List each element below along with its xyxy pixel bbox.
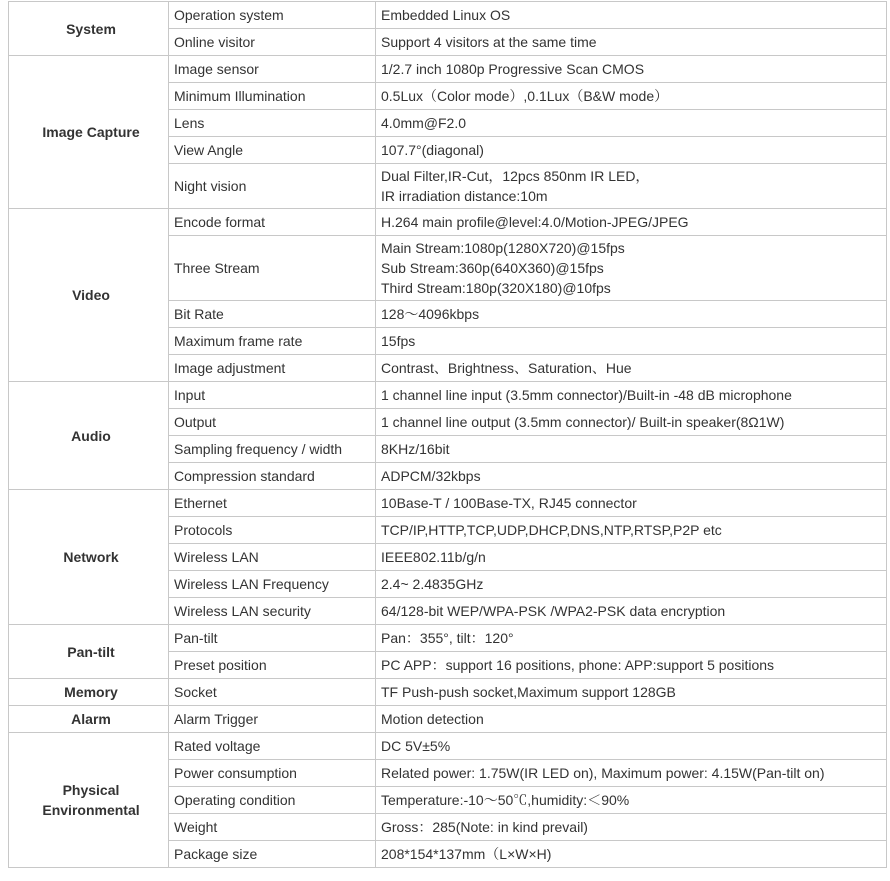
spec-value: 2.4~ 2.4835GHz [376, 571, 887, 598]
spec-value [376, 164, 887, 209]
spec-label: Bit Rate [169, 301, 376, 328]
spec-label: Minimum Illumination [169, 83, 376, 110]
spec-label: Protocols [169, 517, 376, 544]
spec-value: 64/128-bit WEP/WPA-PSK /WPA2-PSK data encryption [376, 598, 887, 625]
spec-label: Sampling frequency / width [169, 436, 376, 463]
spec-value: 4.0mm@F2.0 [376, 110, 887, 137]
spec-value: Embedded Linux OS [376, 2, 887, 29]
spec-label: Lens [169, 110, 376, 137]
spec-label: Output [169, 409, 376, 436]
category-system: System [9, 2, 169, 56]
spec-label: Rated voltage [169, 733, 376, 760]
spec-label: Image sensor [169, 56, 376, 83]
spec-value-line: IR irradiation distance:10m [381, 188, 548, 204]
spec-label: Image adjustment [169, 355, 376, 382]
spec-value: Contrast、Brightness、Saturation、Hue [376, 355, 887, 382]
spec-value: TCP/IP,HTTP,TCP,UDP,DHCP,DNS,NTP,RTSP,P2P etc [376, 517, 887, 544]
table-row [9, 625, 887, 652]
spec-label: Wireless LAN [169, 544, 376, 571]
spec-table [8, 1, 887, 868]
spec-label: Pan-tilt [169, 625, 376, 652]
spec-value [376, 236, 887, 301]
spec-label: Compression standard [169, 463, 376, 490]
table-row [9, 382, 887, 409]
spec-label: Wireless LAN Frequency [169, 571, 376, 598]
spec-value-line: Main Stream:1080p(1280X720)@15fps [381, 240, 625, 256]
spec-label: Encode format [169, 209, 376, 236]
spec-value: DC 5V±5% [376, 733, 887, 760]
spec-value: 107.7°(diagonal) [376, 137, 887, 164]
spec-value: 8KHz/16bit [376, 436, 887, 463]
spec-label: Ethernet [169, 490, 376, 517]
spec-value: ADPCM/32kbps [376, 463, 887, 490]
table-row [9, 706, 887, 733]
spec-label: Maximum frame rate [169, 328, 376, 355]
spec-value: 1/2.7 inch 1080p Progressive Scan CMOS [376, 56, 887, 83]
table-row [9, 490, 887, 517]
spec-label: Online visitor [169, 29, 376, 56]
spec-value: 10Base-T / 100Base-TX, RJ45 connector [376, 490, 887, 517]
spec-value: Related power: 1.75W(IR LED on), Maximum power: 4.15W(Pan-tilt on) [376, 760, 887, 787]
spec-label: Power consumption [169, 760, 376, 787]
spec-value: TF Push-push socket,Maximum support 128GB [376, 679, 887, 706]
spec-label: View Angle [169, 137, 376, 164]
spec-label: Weight [169, 814, 376, 841]
spec-label: Alarm Trigger [169, 706, 376, 733]
spec-value-line: Third Stream:180p(320X180)@10fps [381, 280, 611, 296]
spec-value-line: Sub Stream:360p(640X360)@15fps [381, 260, 604, 276]
spec-value: Support 4 visitors at the same time [376, 29, 887, 56]
category-image-capture: Image Capture [9, 56, 169, 209]
category-pan-tilt: Pan-tilt [9, 625, 169, 679]
spec-value: Motion detection [376, 706, 887, 733]
spec-value: 0.5Lux（Color mode）,0.1Lux（B&W mode） [376, 83, 887, 110]
spec-label: Wireless LAN security [169, 598, 376, 625]
table-row [9, 209, 887, 236]
table-row [9, 733, 887, 760]
table-row [9, 56, 887, 83]
spec-value: IEEE802.11b/g/n [376, 544, 887, 571]
spec-label: Operating condition [169, 787, 376, 814]
spec-value: 15fps [376, 328, 887, 355]
spec-label: Night vision [169, 164, 376, 209]
spec-value: Pan：355°, tilt：120° [376, 625, 887, 652]
category-line: Environmental [42, 802, 140, 818]
category-physical-environmental [9, 733, 169, 868]
spec-value: 128～4096kbps [376, 301, 887, 328]
spec-value: 208*154*137mm（L×W×H) [376, 841, 887, 868]
category-audio: Audio [9, 382, 169, 490]
spec-label: Operation system [169, 2, 376, 29]
category-alarm: Alarm [9, 706, 169, 733]
spec-label: Socket [169, 679, 376, 706]
spec-value: H.264 main profile@level:4.0/Motion-JPEG/JPEG [376, 209, 887, 236]
spec-value: 1 channel line output (3.5mm connector)/ Built-in speaker(8Ω1W) [376, 409, 887, 436]
spec-value: PC APP：support 16 positions, phone: APP:support 5 positions [376, 652, 887, 679]
table-row [9, 2, 887, 29]
spec-label: Preset position [169, 652, 376, 679]
spec-label: Package size [169, 841, 376, 868]
category-line: Physical [62, 782, 120, 798]
category-network: Network [9, 490, 169, 625]
spec-label: Input [169, 382, 376, 409]
spec-value-line: Dual Filter,IR-Cut，12pcs 850nm IR LED， [381, 168, 650, 184]
table-row [9, 679, 887, 706]
spec-label: Three Stream [169, 236, 376, 301]
spec-value: 1 channel line input (3.5mm connector)/Built-in -48 dB microphone [376, 382, 887, 409]
spec-value: Temperature:-10～50℃,humidity:＜90% [376, 787, 887, 814]
spec-value: Gross：285(Note: in kind prevail) [376, 814, 887, 841]
category-video: Video [9, 209, 169, 382]
category-memory: Memory [9, 679, 169, 706]
